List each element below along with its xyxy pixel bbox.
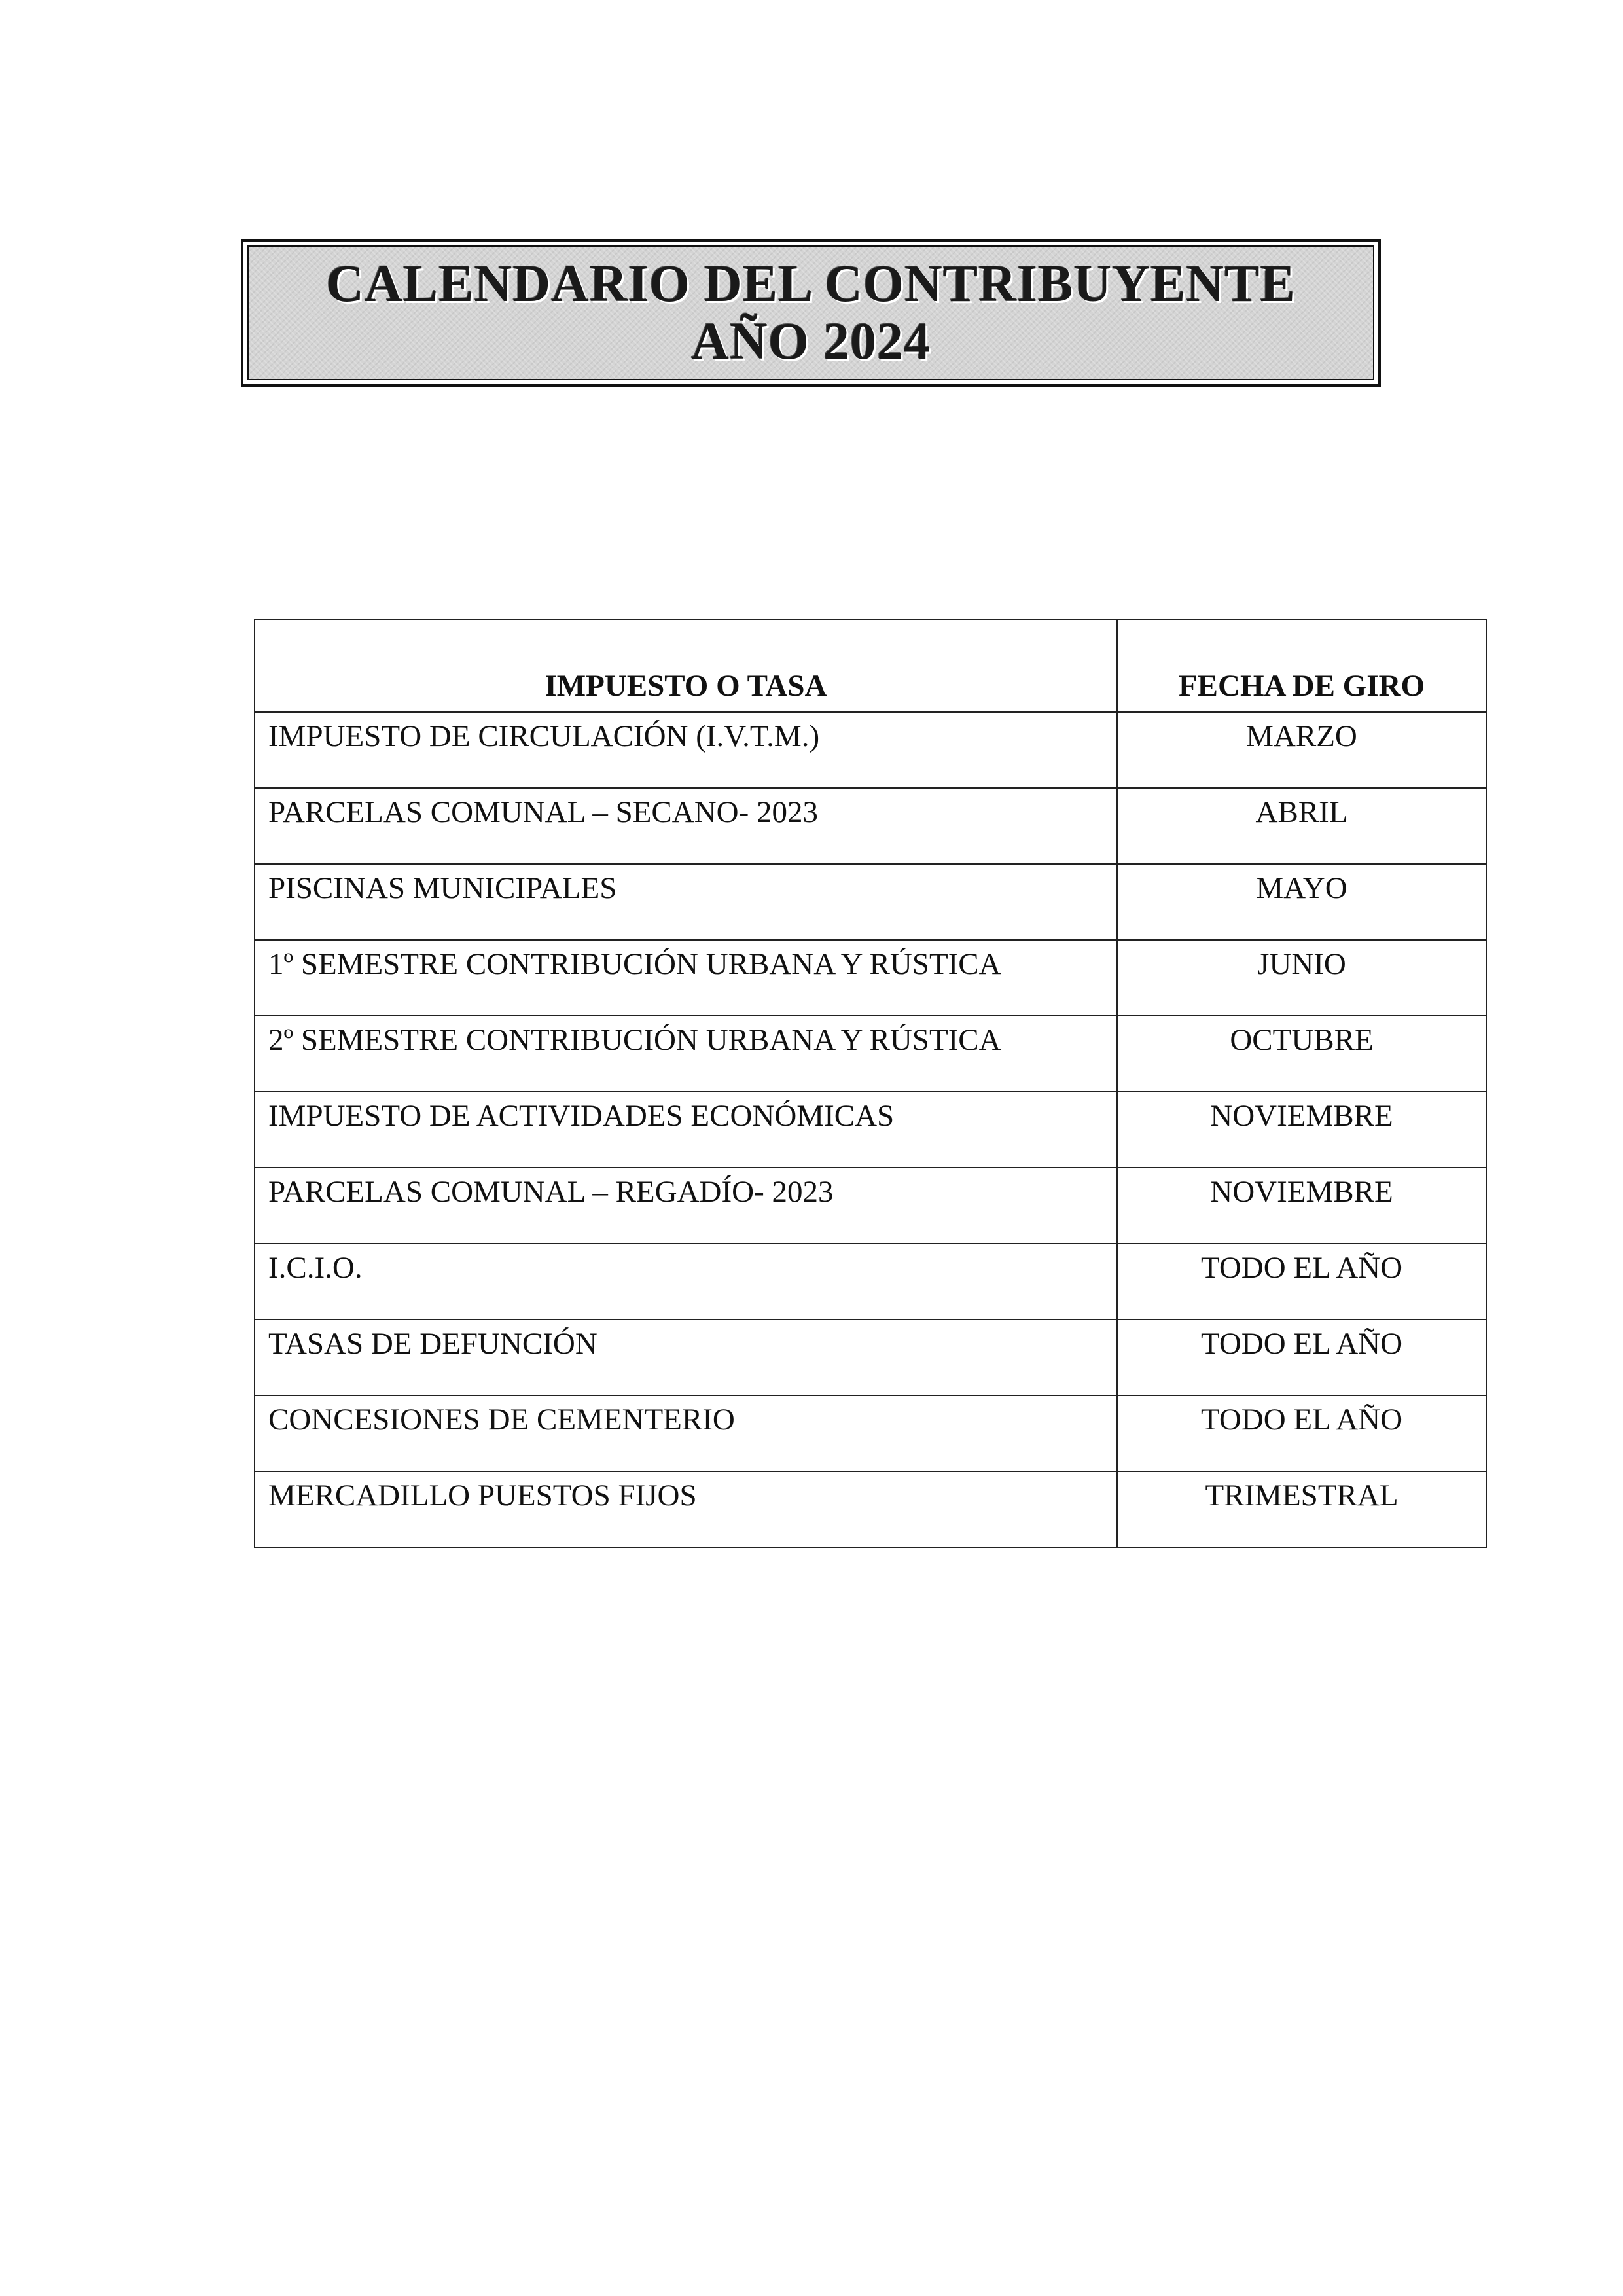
tax-cell: I.C.I.O.: [255, 1244, 1117, 1319]
table-row: [255, 1016, 1486, 1092]
table-row: [255, 1092, 1486, 1168]
date-cell: JUNIO: [1117, 940, 1486, 1016]
date-cell: NOVIEMBRE: [1117, 1168, 1486, 1244]
date-cell: MARZO: [1117, 712, 1486, 788]
title-box: [241, 239, 1381, 387]
date-cell: ABRIL: [1117, 788, 1486, 864]
tax-cell: IMPUESTO DE CIRCULACIÓN (I.V.T.M.): [255, 712, 1117, 788]
table-row: [255, 940, 1486, 1016]
tax-cell: CONCESIONES DE CEMENTERIO: [255, 1395, 1117, 1471]
tax-cell: PARCELAS COMUNAL – REGADÍO- 2023: [255, 1168, 1117, 1244]
tax-calendar-table: [254, 619, 1487, 1548]
table-row: [255, 788, 1486, 864]
table-row: [255, 864, 1486, 940]
table-row: [255, 1319, 1486, 1395]
tax-cell: 1º SEMESTRE CONTRIBUCIÓN URBANA Y RÚSTICA: [255, 940, 1117, 1016]
title-line-2: AÑO 2024: [691, 313, 931, 370]
tax-cell: IMPUESTO DE ACTIVIDADES ECONÓMICAS: [255, 1092, 1117, 1168]
tax-cell: PISCINAS MUNICIPALES: [255, 864, 1117, 940]
title-banner: [247, 245, 1374, 380]
date-cell: MAYO: [1117, 864, 1486, 940]
date-cell: TODO EL AÑO: [1117, 1244, 1486, 1319]
table-row: [255, 1168, 1486, 1244]
date-cell: NOVIEMBRE: [1117, 1092, 1486, 1168]
tax-cell: PARCELAS COMUNAL – SECANO- 2023: [255, 788, 1117, 864]
table-row: [255, 1395, 1486, 1471]
tax-cell: MERCADILLO PUESTOS FIJOS: [255, 1471, 1117, 1547]
date-cell: OCTUBRE: [1117, 1016, 1486, 1092]
tax-cell: 2º SEMESTRE CONTRIBUCIÓN URBANA Y RÚSTICA: [255, 1016, 1117, 1092]
table-header-row: [255, 619, 1486, 712]
date-cell: TRIMESTRAL: [1117, 1471, 1486, 1547]
date-cell: TODO EL AÑO: [1117, 1319, 1486, 1395]
table-row: [255, 1244, 1486, 1319]
table-row: [255, 1471, 1486, 1547]
title-line-1: CALENDARIO DEL CONTRIBUYENTE: [326, 255, 1296, 313]
date-cell: TODO EL AÑO: [1117, 1395, 1486, 1471]
header-tax: IMPUESTO O TASA: [255, 619, 1117, 712]
table-row: [255, 712, 1486, 788]
tax-cell: TASAS DE DEFUNCIÓN: [255, 1319, 1117, 1395]
header-date: FECHA DE GIRO: [1117, 619, 1486, 712]
